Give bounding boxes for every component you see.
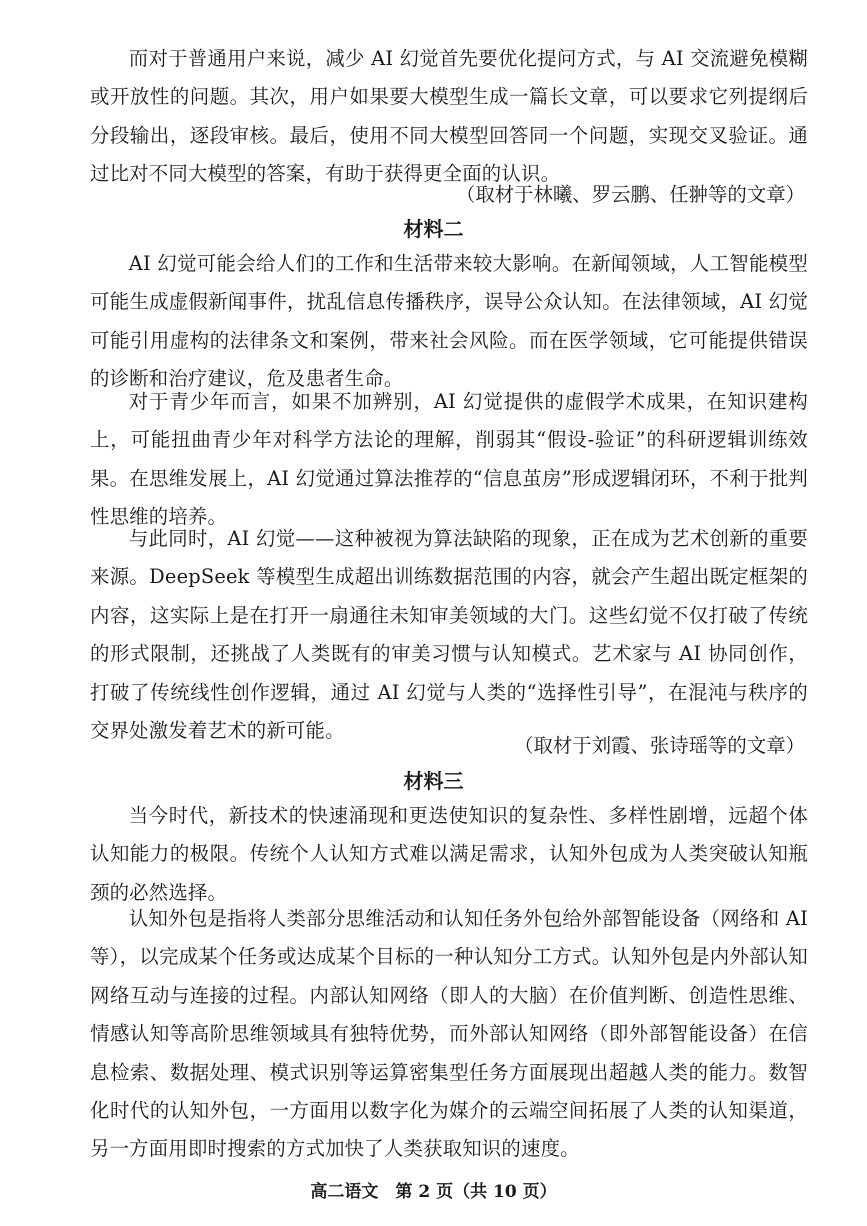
page-footer: 高二语文 第 2 页（共 10 页）	[310, 1182, 557, 1202]
paragraph-ai-hallucination-impact: AI 幻觉可能会给人们的工作和生活带来较大影响。在新闻领域，人工智能模型可能生成虚假新闻事件，扰乱信息传播秩序，误导公众认知。在法律领域，AI 幻觉可能引用虚构的法律条文和案例，带来社会风险。而在医学领域，它可能提供错误的诊断和治疗建议，危及患者生命。	[90, 252, 808, 391]
source-note-1: （取材于林曦、罗云鹏、任翀等的文章）	[455, 183, 805, 206]
paragraph-user-tips: 而对于普通用户来说，减少 AI 幻觉首先要优化提问方式，与 AI 交流避免模糊或开放性的问题。其次，用户如果要大模型生成一篇长文章，可以要求它列提纲后分段输出，逐段审核。最后，使用不同大模型回答同一个问题，实现交叉验证。通过比对不同大模型的答案，有助于获得更全面的认识。	[90, 47, 808, 186]
source-note-2: （取材于刘霞、张诗瑶等的文章）	[514, 734, 805, 757]
section-heading-material-2: 材料二	[403, 217, 464, 241]
paragraph-art-innovation: 与此同时，AI 幻觉——这种被视为算法缺陷的现象，正在成为艺术创新的重要来源。DeepSeek 等模型生成超出训练数据范围的内容，就会产生超出既定框架的内容，这实际上是在打开一扇通往未知审美领域的大门。这些幻觉不仅打破了传统的形式限制，还挑战了人类既有的审美习惯与认知模式。艺术家与 AI 协同创作，打破了传统线性创作逻辑，通过 AI 幻觉与人类的“选择性引导”，在混沌与秩序的交界处激发着艺术的新可能。	[90, 527, 808, 743]
paragraph-teen-impact: 对于青少年而言，如果不加辨别，AI 幻觉提供的虚假学术成果，在知识建构上，可能扭曲青少年对科学方法论的理解，削弱其“假设-验证”的科研逻辑训练效果。在思维发展上，AI 幻觉通过算法推荐的“信息茧房”形成逻辑闭环，不利于批判性思维的培养。	[90, 390, 808, 529]
paragraph-cognitive-outsourcing-intro: 当今时代，新技术的快速涌现和更迭使知识的复杂性、多样性剧增，远超个体认知能力的极限。传统个人认知方式难以满足需求，认知外包成为人类突破认知瓶颈的必然选择。	[90, 804, 808, 904]
section-heading-material-3: 材料三	[403, 769, 464, 793]
paragraph-cognitive-outsourcing-definition: 认知外包是指将人类部分思维活动和认知任务外包给外部智能设备（网络和 AI 等），以完成某个任务或达成某个目标的一种认知分工方式。认知外包是内外部认知网络互动与连接的过程。内部认知网络（即人的大脑）在价值判断、创造性思维、情感认知等高阶思维领域具有独特优势，而外部认知网络（即外部智能设备）在信息检索、数据处理、模式识别等运算密集型任务方面展现出超越人类的能力。数智化时代的认知外包，一方面用以数字化为媒介的云端空间拓展了人类的认知渠道，另一方面用即时搜索的方式加快了人类获取知识的速度。	[90, 907, 808, 1161]
